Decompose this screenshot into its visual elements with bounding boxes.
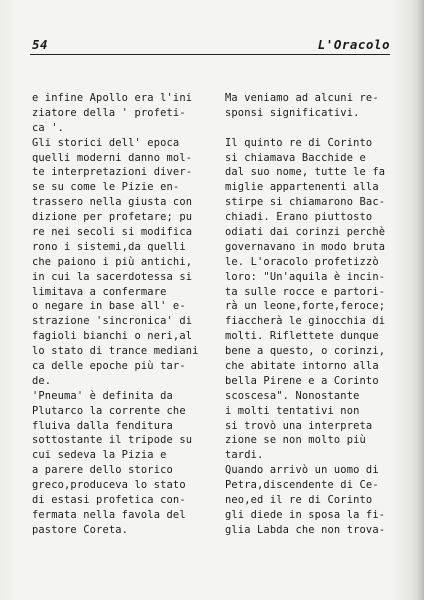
- text-line: o negare in base all' e-: [32, 300, 186, 313]
- text-line: zione se non molto più: [225, 434, 366, 447]
- text-line: si trovò una interpreta: [225, 419, 373, 432]
- text-line: molti. Riflettete dunque: [225, 330, 379, 343]
- text-line: chiadi. Erano piuttosto: [225, 211, 373, 224]
- text-line: [225, 121, 395, 136]
- text-line: neo,ed il re di Corinto: [225, 494, 373, 507]
- text-line: le. L'oracolo profetizzò: [225, 255, 379, 268]
- text-line: ca '.: [32, 121, 65, 134]
- text-line: bene a questo, o corinzi,: [225, 345, 386, 358]
- text-line: re nei secoli si modifica: [32, 226, 193, 239]
- text-line: stirpe si chiamarono Bac-: [225, 196, 386, 209]
- text-line: di estasi profetica con-: [32, 494, 186, 507]
- text-line: ta sulle rocce e partori-: [225, 285, 386, 298]
- text-line: dizione per profetare; pu: [32, 211, 193, 224]
- text-line: a parere dello storico: [32, 464, 173, 477]
- text-line: limitava a confermare: [32, 285, 167, 298]
- text-line: sponsi significativi.: [225, 106, 360, 119]
- text-line: Ma veniamo ad alcuni re-: [225, 92, 379, 104]
- text-line: lo stato di trance mediani: [32, 345, 199, 358]
- text-line: i molti tentativi non: [225, 404, 360, 417]
- text-line: che abitate intorno alla: [225, 360, 379, 373]
- text-line: greco,produceva lo stato: [32, 479, 186, 492]
- text-line: Quando arrivò un uomo di: [225, 464, 379, 477]
- text-line: 'Pneuma' è definita da: [32, 389, 173, 402]
- page-number: 54: [32, 37, 49, 52]
- text-line: ziatore della ' profeti-: [32, 106, 186, 119]
- text-line: tardi.: [225, 449, 264, 462]
- text-line: Gli storici dell' epoca: [32, 136, 180, 149]
- text-line: fermata nella favola del: [32, 508, 186, 521]
- text-line: rono i sistemi,da quelli: [32, 240, 186, 253]
- text-line: te interpretazioni diver-: [32, 166, 193, 179]
- text-line: Il quinto re di Corinto: [225, 136, 373, 149]
- text-line: glia Labda che non trova-: [225, 523, 386, 536]
- text-line: in cui la sacerdotessa si: [32, 270, 193, 283]
- text-line: gli diede in sposa la fi-: [225, 508, 386, 521]
- text-line: cui sedeva la Pizia e: [32, 449, 167, 462]
- text-line: governavano in modo bruta: [225, 240, 386, 253]
- text-line: Petra,discendente di Ce-: [225, 479, 379, 492]
- page-spine-shadow: [418, 0, 424, 600]
- text-line: fiaccherà le ginocchia di: [225, 315, 386, 328]
- text-line: si chiamava Bacchide e: [225, 151, 366, 164]
- text-line: loro: "Un'aquila è incin-: [225, 270, 386, 283]
- text-line: quelli moderni danno mol-: [32, 151, 193, 164]
- text-line: e infine Apollo era l'ini: [32, 92, 193, 104]
- text-line: fluiva dalla fenditura: [32, 419, 173, 432]
- text-line: fagioli bianchi o neri,al: [32, 330, 193, 343]
- text-line: pastore Coreta.: [32, 523, 129, 536]
- text-line: bella Pirene e a Corinto: [225, 374, 379, 387]
- left-text-column: [32, 91, 212, 538]
- text-line: odiati dai corinzi perchè: [225, 226, 386, 239]
- text-line: miglie appartenenti alla: [225, 181, 379, 194]
- running-title: L'Oracolo: [317, 37, 390, 52]
- text-line: ca delle epoche più tar-: [32, 360, 186, 373]
- page-header: [30, 36, 390, 55]
- text-line: se su come le Pizie en-: [32, 181, 180, 194]
- text-line: de.: [32, 374, 52, 387]
- text-line: che paiono i più antichi,: [32, 255, 193, 268]
- text-line: dal suo nome, tutte le fa: [225, 166, 386, 179]
- text-line: Plutarco la corrente che: [32, 404, 186, 417]
- text-line: rà un leone,forte,feroce;: [225, 300, 386, 313]
- text-line: strazione 'sincronica' di: [32, 315, 193, 328]
- right-text-column: [225, 91, 395, 538]
- text-line: scoscesa". Nonostante: [225, 389, 360, 402]
- text-line: trassero nella giusta con: [32, 196, 193, 209]
- text-line: sottostante il tripode su: [32, 434, 193, 447]
